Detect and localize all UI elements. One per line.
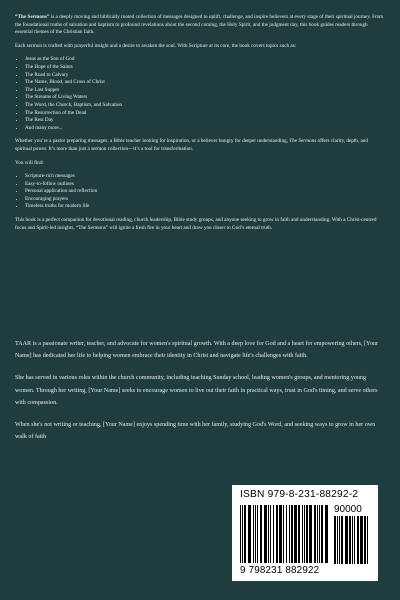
topics-list — [15, 56, 385, 132]
barcode-bar — [317, 505, 318, 563]
barcode-bar — [253, 505, 255, 563]
barcode-bar — [283, 505, 285, 563]
intro-paragraph — [15, 14, 385, 37]
barcode-bar — [264, 505, 267, 563]
barcode-bar — [291, 505, 293, 563]
barcode-bar — [268, 505, 270, 563]
barcode-bar — [349, 516, 351, 564]
topic-item: • The Resurrection of the Dead — [25, 110, 385, 118]
barcode-bar — [354, 516, 355, 564]
barcode-bar — [360, 516, 363, 564]
barcode-bar — [304, 505, 305, 563]
barcode-bar — [337, 516, 338, 564]
barcode-bar — [279, 505, 282, 563]
price-code: 90000 — [334, 504, 362, 515]
topic-item: • The Rest Day — [25, 117, 385, 125]
crafted-paragraph: Each sermon is crafted with prayerful insight and a desire to awaken the soul. With Scripture at its core, the book covers topics such as: — [15, 42, 297, 49]
features-list — [15, 173, 385, 211]
barcode-bar — [273, 505, 274, 563]
barcode-digits: 9 798231 882922 — [240, 565, 320, 576]
barcode-bar — [341, 516, 343, 564]
topic-item: • The Word, the Church, Baptism, and Salvation — [25, 102, 385, 110]
barcode-bar — [248, 505, 251, 563]
topic-item: • And many more... — [25, 125, 385, 133]
barcode-bar — [240, 505, 241, 563]
barcode-bar — [306, 505, 308, 563]
topic-item: • The Streams of Living Waters — [25, 94, 385, 102]
price-barcode-bars — [334, 516, 370, 564]
barcode-bar — [302, 505, 303, 563]
author-bio — [15, 338, 385, 453]
topic-item: • The Last Supper — [25, 87, 385, 95]
barcode-bar — [321, 505, 323, 563]
barcode-bar — [357, 516, 359, 564]
barcode-bar — [298, 505, 300, 563]
bio-paragraph: TAAR is a passionate writer, teacher, and advocate for women's spiritual growth. With a deep love for God and a heart for empowering others, [Your Name] has dedicated her life to helping women embrace their identity in Christ and navigate life's challenges with faith. — [15, 341, 378, 360]
barcode-bar — [255, 505, 256, 563]
book-description — [15, 14, 385, 238]
barcode-bar — [294, 505, 297, 563]
topic-item: • Jesus as the Son of God — [25, 56, 385, 64]
barcode-bar — [339, 516, 340, 564]
feature-item: • Personal application and reflection — [25, 188, 385, 196]
feature-item: • Encouraging prayers — [25, 196, 385, 204]
barcode-bar — [260, 505, 262, 563]
isbn-label: ISBN 979-8-231-88292-2 — [240, 489, 359, 500]
barcode-bars — [240, 505, 330, 563]
topic-item: • The Hope of the Saints — [25, 64, 385, 72]
feature-item: • Easy-to-follow outlines — [25, 181, 385, 189]
feature-item: • Scripture-rich messages — [25, 173, 385, 181]
intro-text: is a deeply moving and biblically rooted collection of messages designed to uplift, challenge, and inspire believers at every stage of their spiritual journey. From the foundational truths of salvation and baptism to profound revelations about the second coming, the Holy Spirit, and the judgment day, this book guides readers through essential themes of the Christian faith. — [15, 14, 384, 36]
barcode-bar — [314, 505, 316, 563]
barcode-bar — [270, 505, 271, 563]
barcode-bar — [309, 505, 312, 563]
book-title: “The Sermons” — [15, 14, 50, 20]
barcode-bar — [242, 505, 243, 563]
topic-item: • The Road to Calvary — [25, 72, 385, 80]
bio-paragraph: When she's not writing or teaching, [Your Name] enjoys spending time with her family, studying God's Word, and seeking ways to grow in her own walk of faith — [15, 422, 376, 441]
barcode-bar — [334, 516, 336, 564]
audience-text-before: Whether you’re a pastor preparing messages, a Bible teacher looking for inspiration, or a believer hungry for deeper understanding, — [15, 138, 290, 145]
find-heading: You will find: — [15, 159, 44, 166]
feature-item: • Timeless truths for modern life — [25, 203, 385, 211]
companion-paragraph: This book is a perfect companion for devotional reading, church leadership, Bible study groups, and anyone seeking to grow in faith and understanding. With a Christ-centred focus and Spirit-led insights, “The Sermons” will ignite a fresh fire in your heart and draw you closer to God’s eternal truth. — [15, 217, 377, 231]
barcode-bar — [364, 516, 366, 564]
barcode-bar — [345, 516, 348, 564]
barcode-bar — [352, 516, 353, 564]
barcode-bar — [244, 505, 246, 563]
isbn-barcode — [232, 485, 378, 581]
barcode-bar — [289, 505, 290, 563]
barcode-bar — [367, 516, 368, 564]
audience-text-after: offers clarity, depth, and spiritual power. It’s more than just a sermon collection—it’s a tool for transformation. — [15, 138, 368, 152]
barcode-bar — [276, 505, 278, 563]
barcode-bar — [257, 505, 258, 563]
audience-paragraph — [15, 138, 385, 153]
topic-item: • The Name, Blood, and Cross of Christ — [25, 79, 385, 87]
barcode-bar — [319, 505, 320, 563]
bio-paragraph: She has served in various roles within the church community, including teaching Sunday school, leading women's groups, and mentoring young women. Through her writing, [Your Name] seeks to encourage women to live out their faith in practical ways, trust in God's timing, and serve others with compassion. — [15, 375, 378, 406]
barcode-bar — [325, 505, 328, 563]
audience-book-title: The Sermons — [289, 138, 317, 145]
barcode-bar — [286, 505, 287, 563]
